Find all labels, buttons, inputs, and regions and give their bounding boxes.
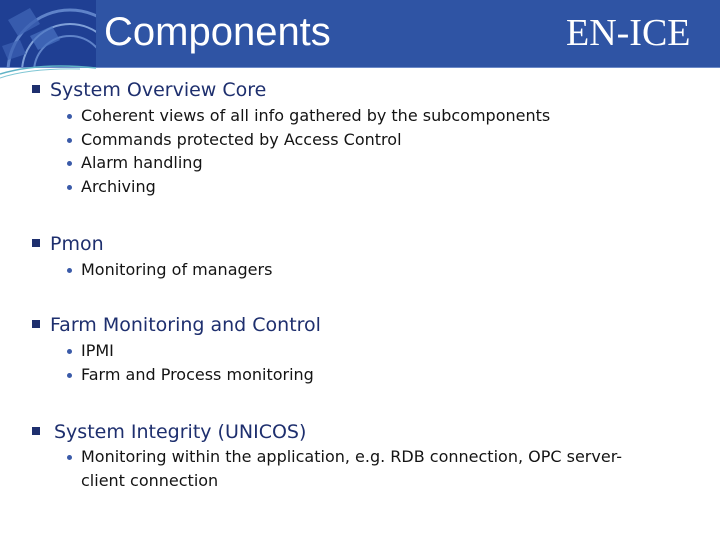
list-item-text: Alarm handling <box>81 153 203 172</box>
round-bullet-icon <box>67 349 72 354</box>
brand-label: EN-ICE <box>566 12 691 54</box>
square-bullet-icon <box>32 320 40 328</box>
list-item-continuation <box>81 469 218 493</box>
section-heading <box>50 232 104 256</box>
section-heading-text: Farm Monitoring and Control <box>50 314 321 336</box>
list-item <box>81 258 272 282</box>
round-bullet-icon <box>67 138 72 143</box>
round-bullet-icon <box>67 114 72 119</box>
square-bullet-icon <box>32 239 40 247</box>
section-heading-text: System Integrity (UNICOS) <box>54 421 307 443</box>
section-heading-text: System Overview Core <box>50 79 267 101</box>
list-item-text: Coherent views of all info gathered by the subcomponents <box>81 106 551 125</box>
round-bullet-icon <box>67 161 72 166</box>
list-item <box>81 363 314 387</box>
list-item-text: Monitoring of managers <box>81 260 273 279</box>
list-item-text: Archiving <box>81 177 156 196</box>
list-item <box>81 445 622 469</box>
list-item <box>81 175 156 199</box>
list-item <box>81 128 402 152</box>
section-heading-text: Pmon <box>50 233 104 255</box>
list-item-text: Monitoring within the application, e.g. RDB connection, OPC server- <box>81 447 623 466</box>
list-item-text: client connection <box>81 471 219 490</box>
round-bullet-icon <box>67 373 72 378</box>
list-item <box>81 151 203 175</box>
page-title: Components <box>104 10 331 54</box>
section-heading <box>50 78 266 102</box>
round-bullet-icon <box>67 185 72 190</box>
round-bullet-icon <box>67 268 72 273</box>
list-item <box>81 339 114 363</box>
list-item-text: IPMI <box>81 341 114 360</box>
list-item-text: Commands protected by Access Control <box>81 130 402 149</box>
round-bullet-icon <box>67 455 72 460</box>
square-bullet-icon <box>32 427 40 435</box>
list-item-text: Farm and Process monitoring <box>81 365 314 384</box>
square-bullet-icon <box>32 85 40 93</box>
section-heading <box>50 313 321 337</box>
section-heading <box>54 420 306 444</box>
list-item <box>81 104 550 128</box>
